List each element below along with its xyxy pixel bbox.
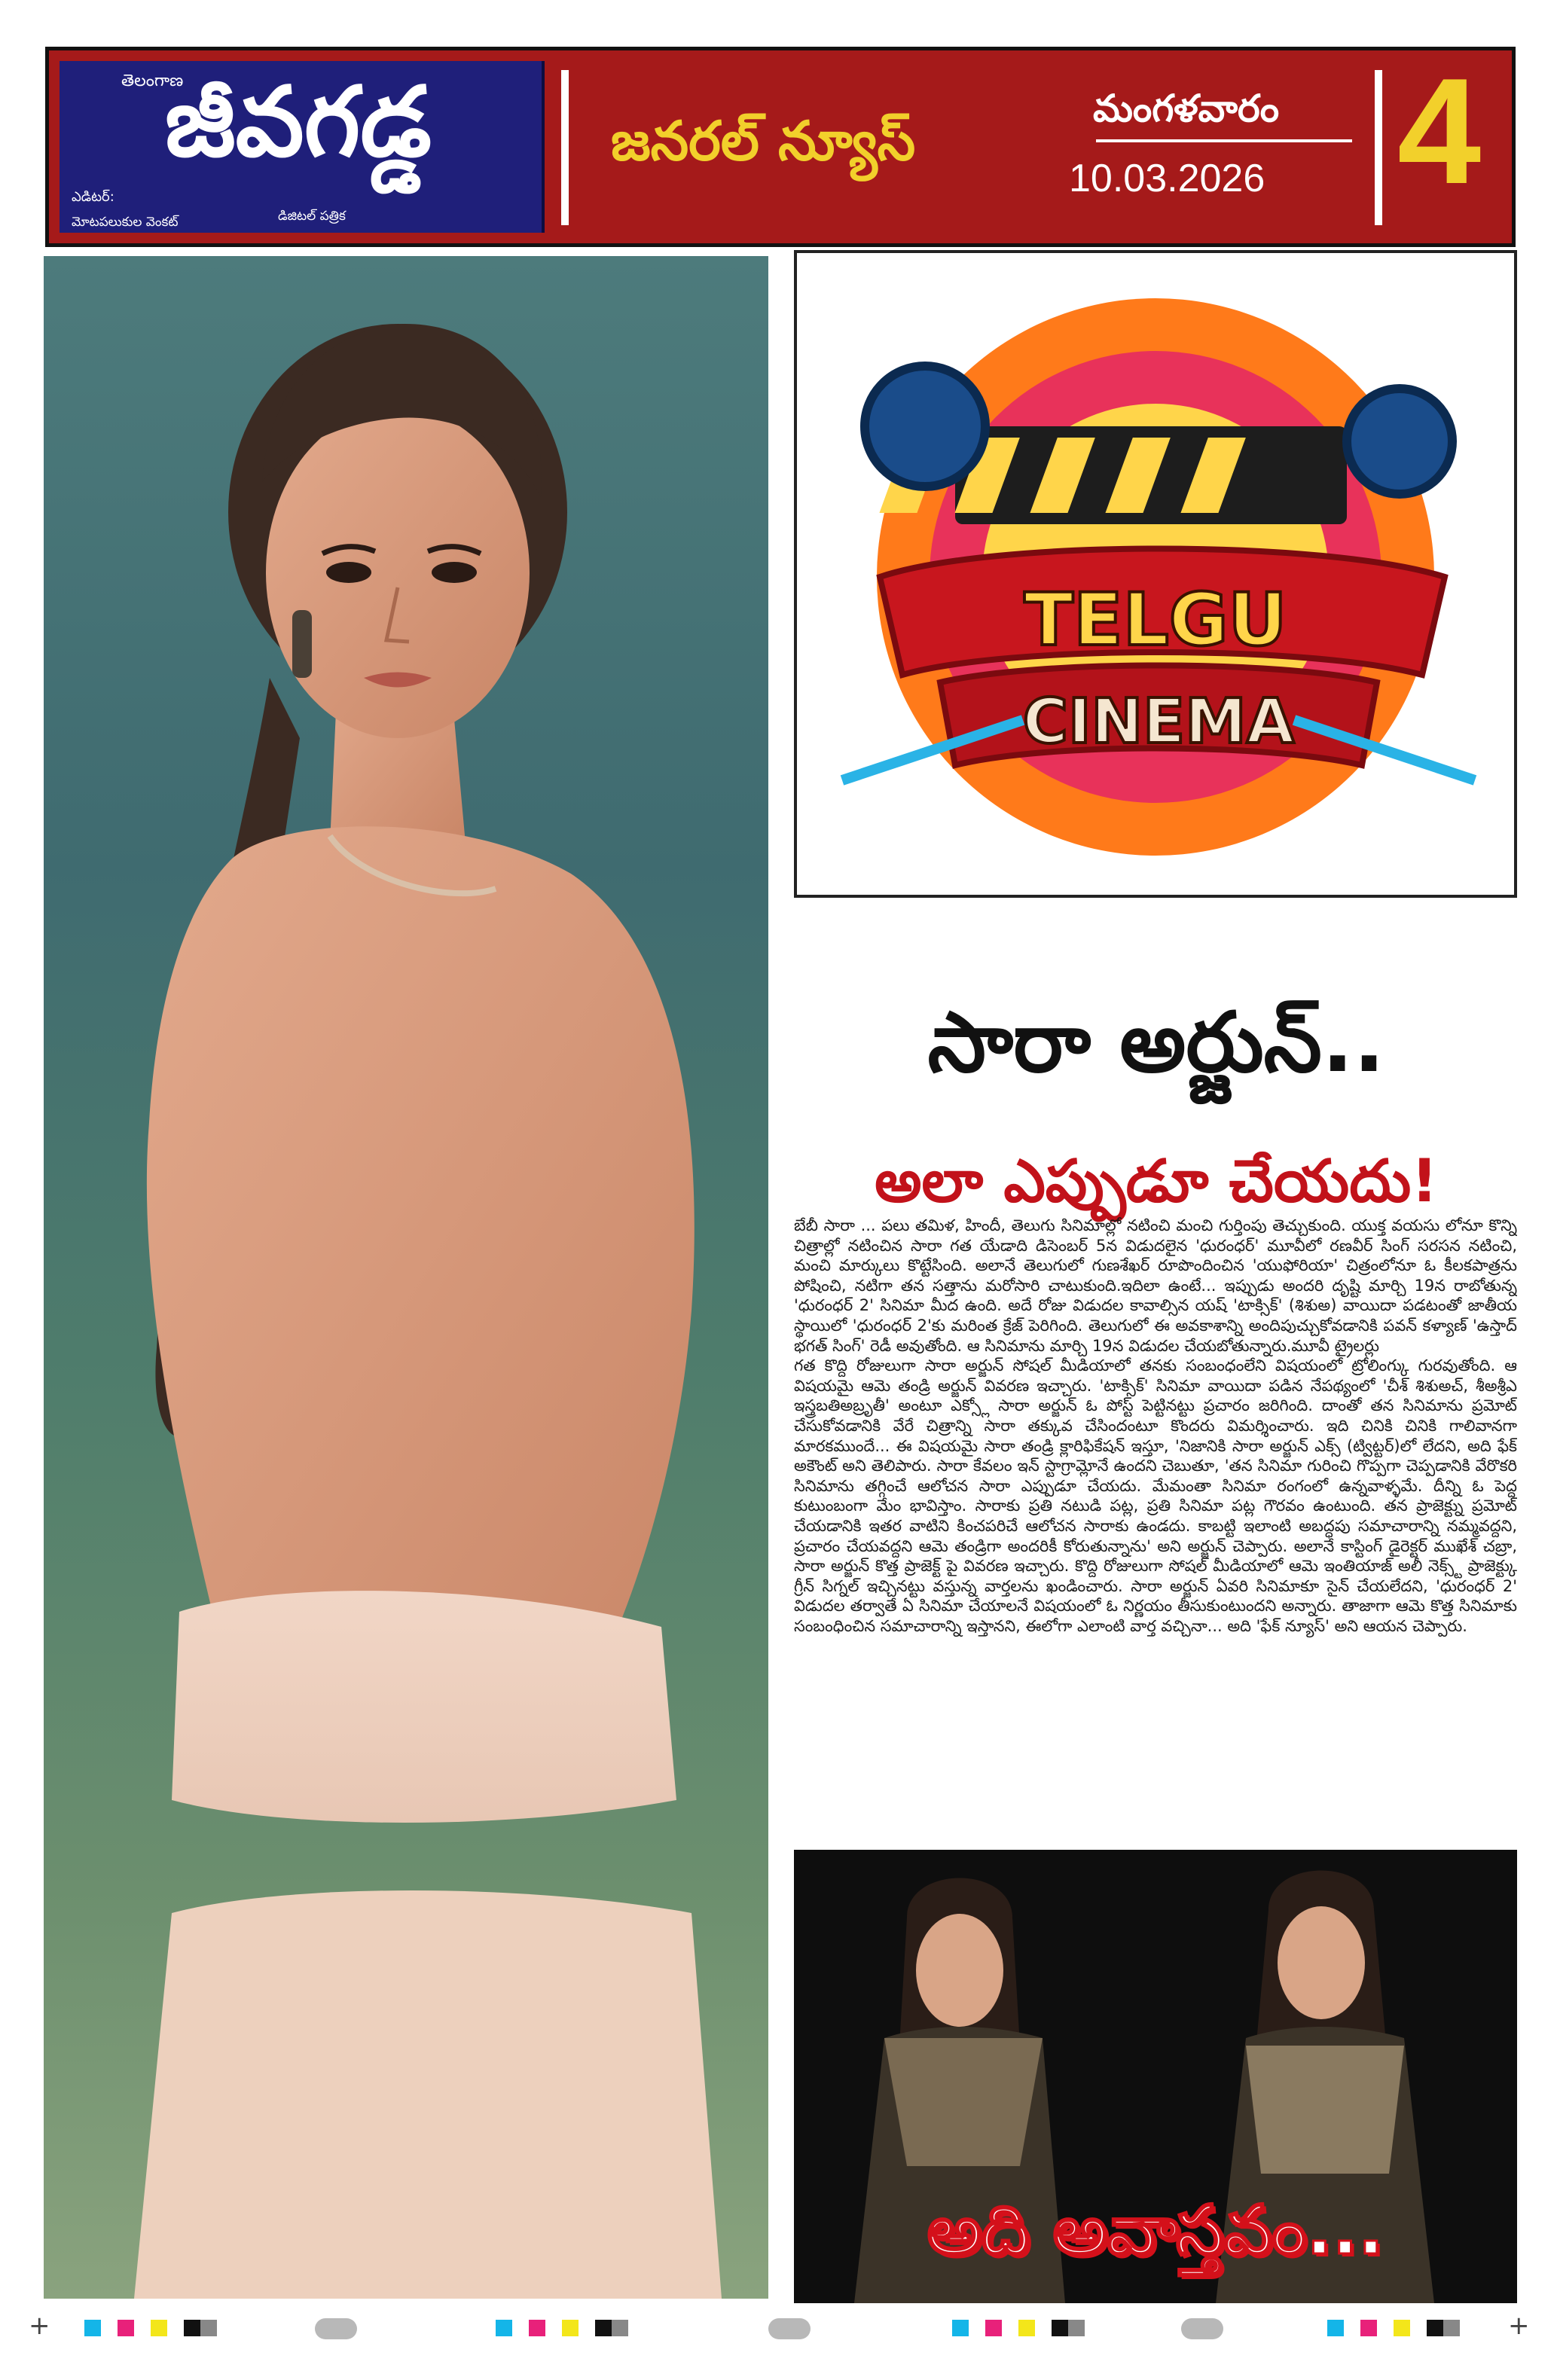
headline-sub: అలా ఎప్పుడూ చేయదు! [875, 1147, 1438, 1216]
issue-date: 10.03.2026 [1069, 157, 1265, 200]
telugu-cinema-logo-box [794, 250, 1517, 898]
crosshair-right-icon: + [1508, 2311, 1530, 2341]
color-bar-4 [1327, 2320, 1460, 2336]
color-bar-2 [496, 2320, 628, 2336]
newspaper-logo [60, 61, 545, 233]
cinema-logo-line1: TELGU [1024, 578, 1287, 662]
page-number: 4 [1397, 47, 1482, 215]
day-name: మంగళవారం [1093, 87, 1280, 130]
editor-name: మోటపలుకుల వెంకట్ [72, 215, 179, 230]
section-name: జనరల్ న్యూస్ [611, 109, 916, 172]
print-pill-1 [315, 2318, 357, 2339]
article-body [794, 1216, 1517, 1833]
saree-photo-caption: అది అవాస్తవం... [927, 2191, 1384, 2270]
print-pill-2 [768, 2318, 811, 2339]
headline-main: సారా అర్జున్.. [927, 993, 1385, 1091]
day-underline [1096, 139, 1352, 142]
cinema-logo-line2: CINEMA [1022, 686, 1295, 758]
masthead-divider-left [561, 70, 569, 225]
edition-label: డిజిటల్ పత్రిక [278, 209, 346, 224]
logo-title: జీవగడ్డ [165, 66, 432, 178]
article-paragraph-1: బేబీ సారా ... పలు తమిళ, హిందీ, తెలుగు సినిమాల్లో నటించి మంచి గుర్తింపు తెచ్చుకుంది. యుక్త వయసు లోనూ కొన్ని చిత్రాల్లో నటించిన సారా గత యేడాది డిసెంబర్ 5న విడుదలైన 'ధురంధర్' మూవీలో రణవీర్ సింగ్ సరసన నటించి, మంచి మార్కులు కొట్టేసింది. అలానే తెలుగులో గుణశేఖర్ రూపొందించిన 'యుఫోరియా' చిత్రంలోనూ ఓ కీలకపాత్రను పోషించి, నటిగా తన సత్తాను మరోసారి చాటుకుంది.ఇదిలా ఉంటే... ఇప్పుడు అందరి దృష్టి మార్చి 19న రాబోతున్న 'ధురంధర్ 2' సినిమా మీద ఉంది. అదే రోజు విడుదల కావాల్సిన యష్ 'టాక్సిక్' (శిశుఅ) వాయిదా పడటంతో జాతీయ స్థాయిలో 'ధురంధర్ 2'కు మరింత క్రేజ్ పెరిగింది. తెలుగులో ఈ అవకాశాన్ని అందిపుచ్చుకోవడానికి పవన్ కళ్యాణ్ 'ఉస్తాద్ భగత్ సింగ్' రెడీ అవుతోంది. ఆ సినిమాను మార్చి 19న విడుదల చేయబోతున్నారు.మూవీ ట్రైలర్లు [794, 1216, 1517, 1355]
actress-saree-photo [794, 1850, 1517, 2303]
hero-photo-illustration [44, 256, 768, 2299]
print-pill-3 [1181, 2318, 1223, 2339]
masthead [45, 47, 1516, 247]
color-bar-1 [84, 2320, 217, 2336]
cinema-logo-illustration [797, 253, 1514, 895]
color-bar-3 [952, 2320, 1085, 2336]
editor-label: ఎడిటర్: [72, 189, 114, 205]
hero-actress-photo [44, 256, 768, 2299]
print-registration-marks [0, 2305, 1557, 2380]
article-paragraph-2: గత కొద్ది రోజులుగా సారా అర్జున్ సోషల్ మీడియాలో తనకు సంబంధంలేని విషయంలో ట్రోలింగ్కు గురవుతోంది. ఆ విషయమై ఆమె తండ్రి అర్జున్ వివరణ ఇచ్చారు. 'టాక్సిక్' సినిమా వాయిదా పడిన నేపథ్యంలో 'చీశ్ శిశుఅచ్, శీఅశ్రీఎ ఇస్త్రబతిఅబ్రృతీ' అంటూ ఎక్స్లో సారా అర్జున్ ఓ పోస్ట్ పెట్టినట్టు ప్రచారం జరిగింది. దాంతో తన సినిమాను ప్రమోట్ చేసుకోవడానికి వేరే చిత్రాన్ని సారా తక్కువ చేసిందంటూ కొందరు విమర్శించారు. ఇది చినికి చినికి గాలివానగా మారకముందే... ఈ విషయమై సారా తండ్రి క్లారిఫికేషన్ ఇస్తూ, 'నిజానికి సారా అర్జున్ ఎక్స్ (ట్విట్టర్)లో లేదని, అది ఫేక్ అకౌంట్ అని తెలిపారు. సారా కేవలం ఇన్ స్టాగ్రామ్లోనే ఉందని చెబుతూ, 'తన సినిమా గురించి గొప్పగా చెప్పడానికి వేరొకరి సినిమాను తగ్గించే ఆలోచన సారా ఎప్పుడూ చేయదు. మేమంతా సినిమా రంగంలో ఉన్నవాళ్ళమే. దీన్ని ఓ పెద్ద కుటుంబంగా మేం భావిస్తాం. సారాకు ప్రతి నటుడి పట్ల, ప్రతి సినిమా పట్ల గౌరవం ఉంటుంది. తన ప్రాజెక్ట్ను ప్రమోట్ చేయడానికి ఇతర వాటిని కించపరిచే ఆలోచన సారాకు ఉండదు. కాబట్టి ఇలాంటి అబద్ధపు సమాచారాన్ని నమ్మవద్దని, ప్రచారం చేయవద్దని ఆమె తండ్రిగా అందరికీ కోరుతున్నాను' అని అర్జున్ చెప్పారు. అలానే కాస్టింగ్ డైరెక్టర్ ముఖేశ్ చబ్రా, సారా అర్జున్ కొత్త ప్రాజెక్ట్ పై వివరణ ఇచ్చారు. కొద్ది రోజులుగా సోషల్ మీడియాలో ఆమె ఇంతియాజ్ అలీ నెక్స్ట్ ప్రాజెక్ట్కు గ్రీన్ సిగ్నల్ ఇచ్చినట్టు వస్తున్న వార్తలను ఖండించారు. సారా అర్జున్ ఏవరి సినిమాకూ సైన్ చేయలేదని, 'ధురంధర్ 2' విడుదల తర్వాతే ఏ సినిమా చేయాలనే విషయంలో ఓ నిర్ణయం తీసుకుంటుందని అన్నారు. తాజాగా ఆమె కొత్త సినిమాకు సంబంధించిన సమాచారాన్ని ఇస్తానని, ఈలోగా ఎలాంటి వార్త వచ్చినా... అది 'ఫేక్ న్యూస్' అని ఆయన చెప్పారు. [794, 1356, 1517, 1635]
crosshair-left-icon: + [29, 2311, 50, 2341]
logo-state-label: తెలంగాణ [121, 72, 184, 90]
masthead-divider-right [1375, 70, 1382, 225]
